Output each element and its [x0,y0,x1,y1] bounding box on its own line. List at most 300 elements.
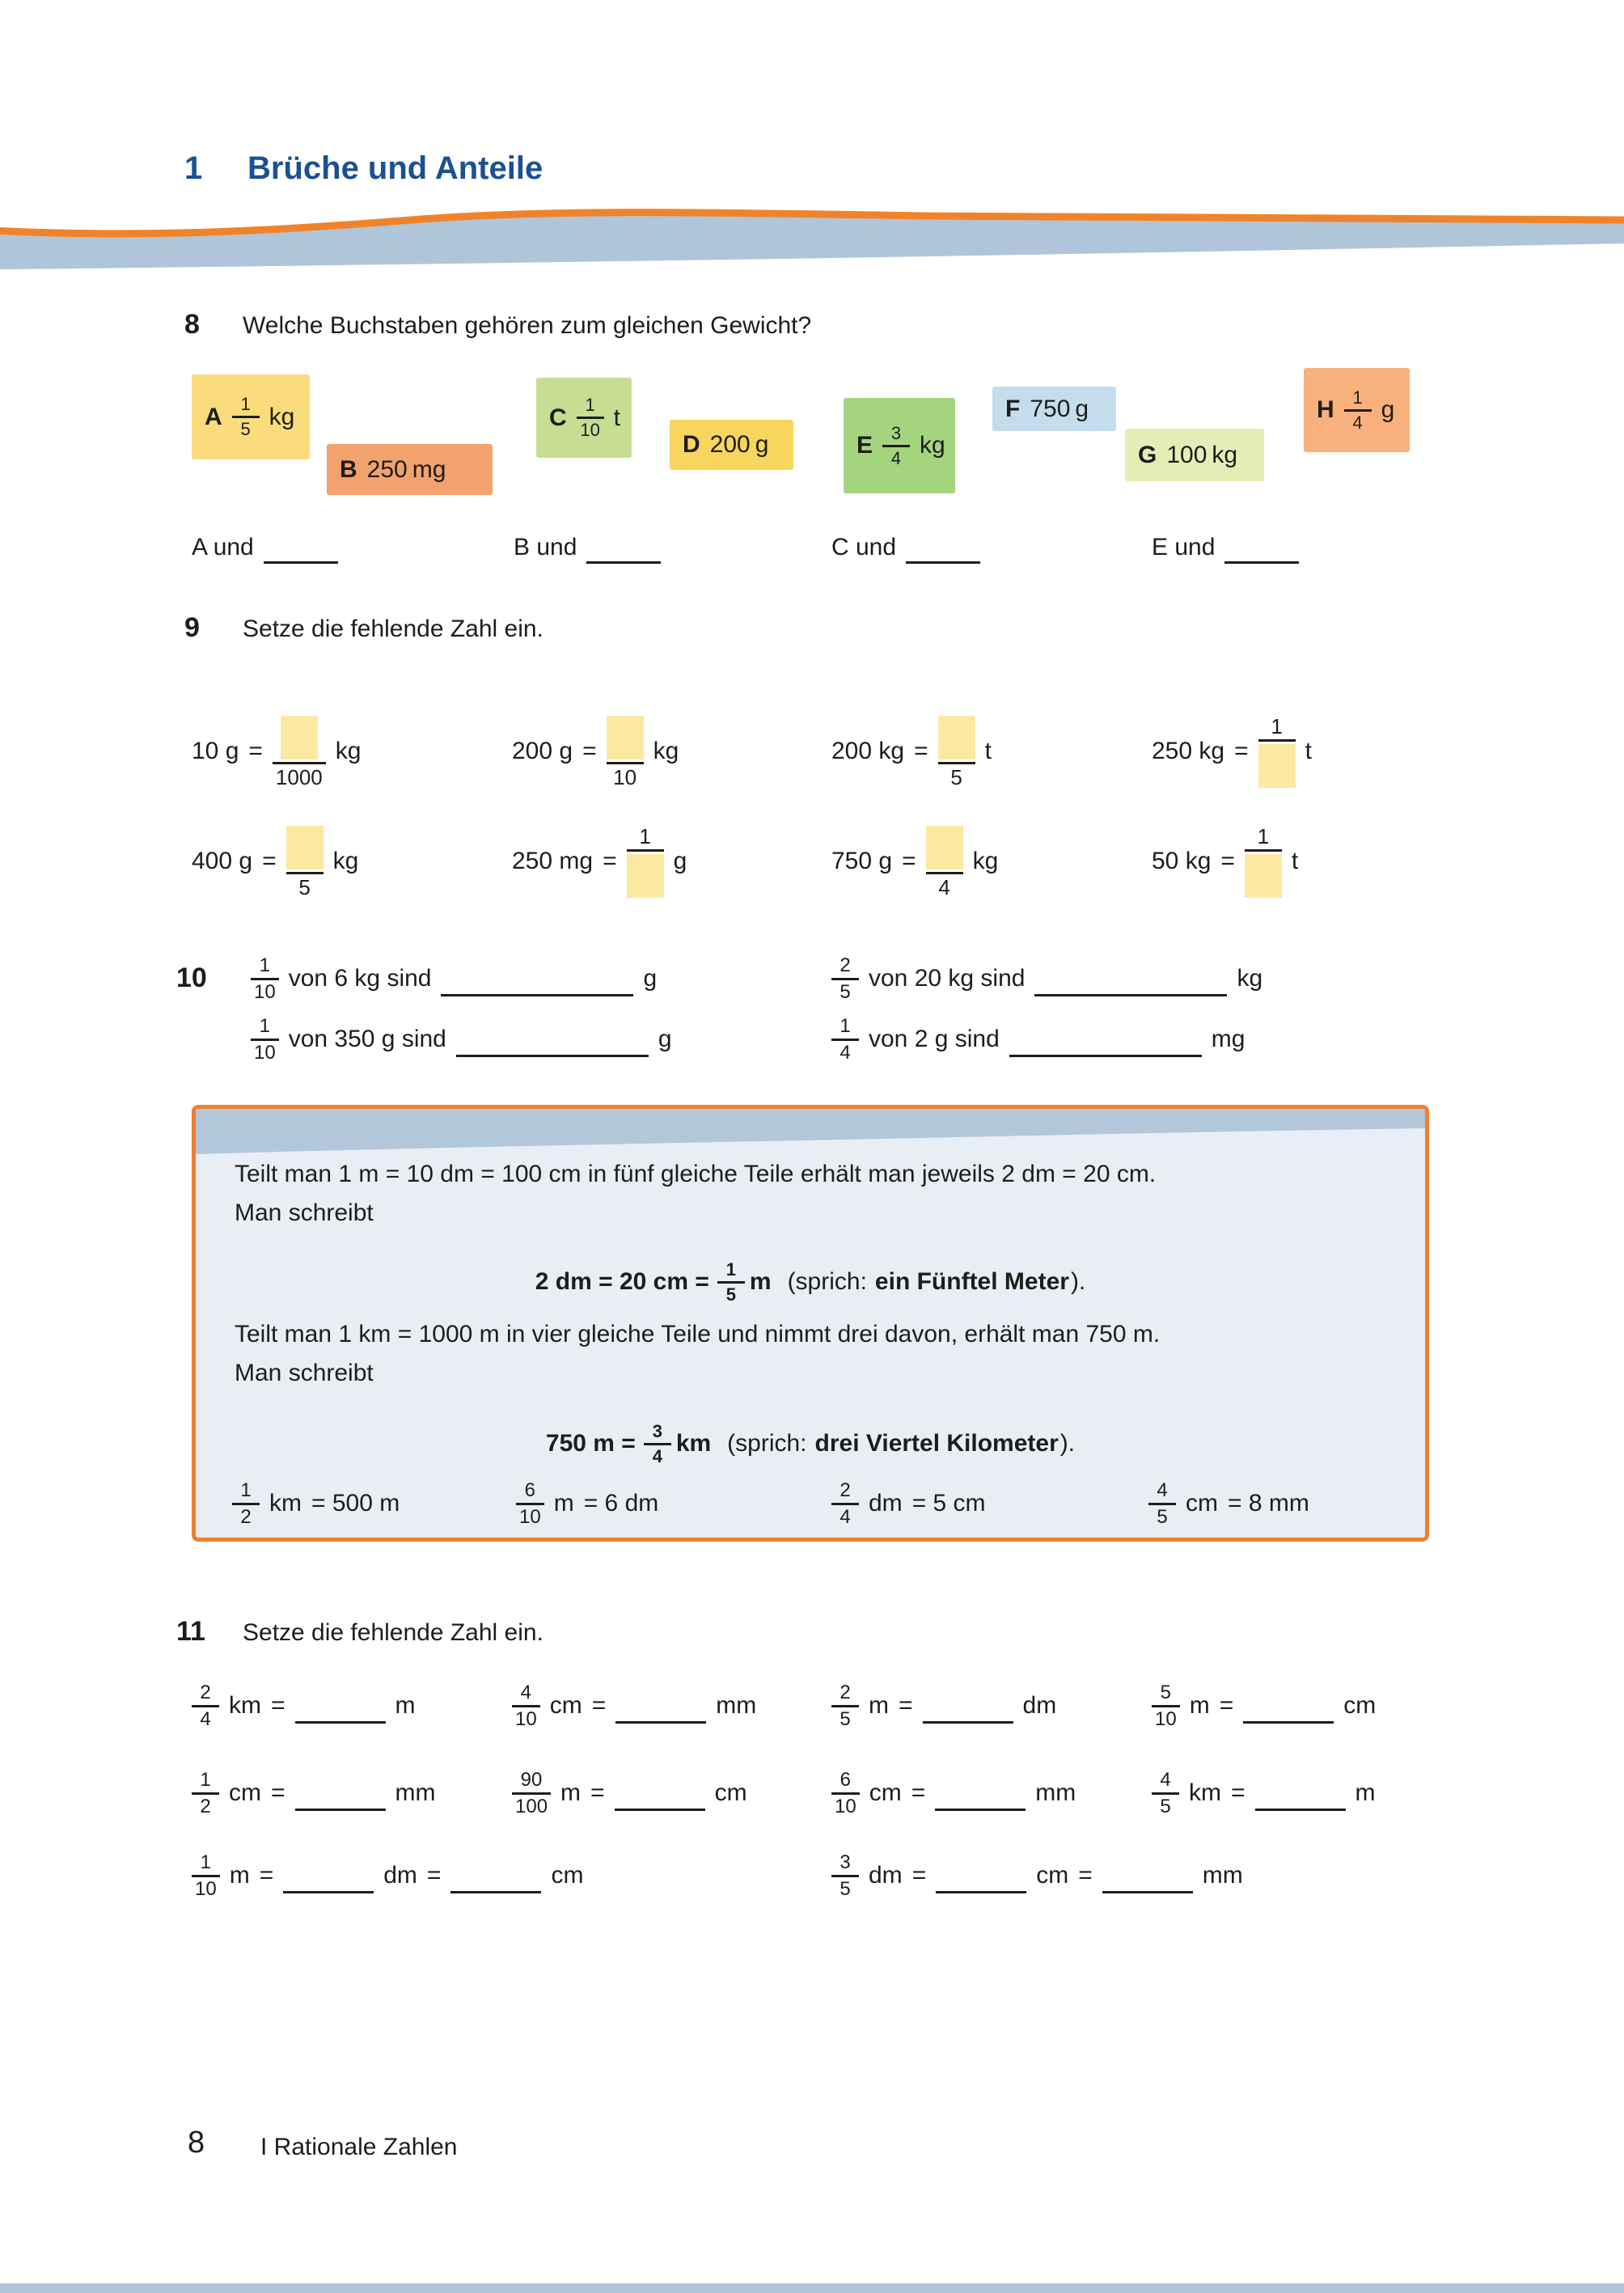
fraction [232,1481,260,1527]
fraction-bar [831,978,859,980]
conversion-unit: cm [1343,1692,1377,1719]
sprich-name: drei Viertel Kilometer [814,1430,1059,1457]
conversion-unit: mm [1035,1779,1076,1806]
fraction-bar [831,1875,859,1877]
info-example-unit: cm [1186,1490,1218,1517]
equation-unit: m [749,1268,772,1295]
conversion-unit: mm [716,1692,757,1719]
fraction [286,826,324,898]
answer-blank[interactable] [923,1721,1013,1724]
equation [192,695,361,808]
equation-unit: kg [332,848,359,874]
weight-box-letter: C [549,404,567,431]
equals-sign: = [911,1862,927,1889]
equals-sign: = [582,738,597,764]
weight-box-value: 250 mg [366,455,446,483]
footer-chapter: I Rationale Zahlen [260,2134,458,2160]
equals-sign: = [914,738,928,764]
portion-text: von 350 g sind [288,1026,446,1052]
equation [512,695,679,808]
answer-blank[interactable] [1224,561,1299,564]
sprich-post: ). [1059,1430,1076,1457]
conversion-item [512,1749,747,1838]
answer-blank[interactable] [936,1891,1026,1893]
portion-unit: kg [1237,965,1263,992]
equation-lhs: 400 g [192,848,253,874]
weight-box-letter: E [856,432,873,459]
fraction [1344,389,1372,432]
sprich-name: ein Fünftel Meter [874,1268,1069,1295]
fraction [516,1481,544,1527]
equation-unit: kg [335,738,362,764]
weight-box-c [536,378,632,458]
fraction [831,1014,859,1064]
weight-box-unit: kg [269,403,295,430]
fraction-bar [607,762,644,764]
weight-box-unit: kg [920,432,945,459]
fraction-bar [232,416,260,418]
fraction-bar [251,978,279,980]
equation-lhs: 250 mg [512,848,594,874]
fraction-bar [516,1503,544,1505]
info-example-rhs: = 5 cm [911,1490,986,1517]
equation-unit: g [673,848,687,874]
equals-sign: = [1234,738,1249,764]
match-answer [192,522,338,573]
fraction-denominator: 10 [254,1041,276,1064]
fraction-denominator: 10 [580,420,600,440]
portion-text: von 6 kg sind [288,965,432,992]
info-example-rhs: = 6 dm [583,1490,659,1517]
exercise-11-number: 11 [176,1616,205,1647]
page-number: 8 [188,2126,205,2160]
weight-box-b [327,444,493,495]
equation [1152,695,1312,808]
equation-unit: km [675,1430,712,1457]
conversion-unit: m [560,1779,582,1806]
conversion-unit: cm [869,1779,902,1806]
fraction-denominator: 4 [839,1505,851,1528]
answer-blank[interactable] [586,561,661,564]
fraction [512,1683,540,1729]
fraction-denominator: 10 [519,1505,541,1528]
fraction-bar [192,1705,219,1707]
weight-box-f [992,387,1116,431]
match-answer-label: B und [514,534,577,561]
equation [512,805,687,918]
fraction-bar [717,1281,745,1284]
answer-blank[interactable] [1102,1891,1193,1893]
answer-blank[interactable] [295,1721,386,1724]
fraction-denominator: 10 [1155,1707,1177,1730]
exercise-9-number: 9 [184,612,200,643]
portion-item [251,995,672,1084]
equals-sign: = [1231,1779,1245,1806]
fraction-numerator: 1 [240,394,251,414]
fraction [192,1683,219,1729]
fraction-numerator: 1 [259,1014,271,1037]
info-box-wave-band [196,1109,1425,1156]
fraction-bar [926,872,963,874]
fraction [938,716,975,788]
fraction-denominator: 2 [240,1505,252,1528]
fraction-denominator: 5 [950,764,962,789]
fraction-numerator: 4 [520,1681,532,1703]
fraction-bar [644,1443,671,1445]
equals-sign: = [262,848,277,874]
fraction-numerator: 1 [725,1259,736,1280]
fraction [607,716,644,788]
fraction-bar [1152,1792,1179,1795]
info-example-unit: dm [869,1490,903,1517]
answer-blank[interactable] [283,1891,374,1893]
missing-number-box[interactable] [1245,854,1282,898]
answer-blank[interactable] [615,1809,705,1811]
fraction-numerator: 1 [200,1851,212,1873]
info-example-unit: m [553,1490,574,1517]
fraction-denominator: 1000 [275,764,323,789]
equation [192,805,358,918]
info-example-rhs: = 8 mm [1228,1490,1309,1517]
equation-lhs: 750 m = [545,1430,636,1457]
portion-text: von 2 g sind [869,1026,1000,1052]
fraction-numerator: 6 [839,1768,852,1791]
match-answer-label: A und [192,534,254,561]
exercise-10-number: 10 [176,962,207,993]
conversion-unit: cm [1036,1862,1069,1889]
fraction-bar [831,1705,859,1707]
fraction-bar [1245,849,1282,852]
exercise-11-prompt: Setze die fehlende Zahl ein. [243,1619,543,1646]
fraction-denominator: 5 [839,1707,851,1730]
info-example [232,1470,400,1538]
fraction-bar [273,762,326,764]
equals-sign: = [603,848,617,874]
fraction-numerator: 1 [839,1014,851,1037]
answer-blank[interactable] [295,1809,386,1811]
exercise-9-prompt: Setze die fehlende Zahl ein. [243,616,543,642]
portion-item [831,995,1245,1084]
fraction-numerator: 3 [839,1851,851,1873]
conversion-item [1152,1749,1376,1838]
fraction [831,1853,859,1899]
fraction-bar [831,1039,859,1041]
fraction-numerator: 2 [839,1479,851,1501]
portion-text: von 20 kg sind [869,965,1026,992]
weight-box-letter: B [340,455,357,483]
sprich-pre: (sprich: [787,1268,867,1295]
equation-lhs: 250 kg [1152,738,1225,764]
answer-blank[interactable] [615,1721,706,1724]
fraction [273,716,326,788]
fraction-denominator: 4 [839,1041,851,1064]
conversion-item [192,1749,436,1838]
answer-blank[interactable] [1009,1055,1202,1057]
fraction-numerator: 3 [652,1420,662,1441]
equation-lhs: 2 dm = 20 cm = [535,1268,709,1295]
fraction-numerator: 1 [259,954,271,976]
chapter-number: 1 [184,150,203,186]
conversion-unit: cm [549,1692,582,1719]
conversion-unit: m [395,1692,416,1719]
fraction-bar [1152,1705,1180,1707]
info-text-2b: Man schreibt [235,1360,374,1386]
equals-sign: = [899,1692,913,1719]
fraction-denominator: 5 [1160,1795,1171,1817]
weight-box-letter: F [1005,395,1021,422]
chapter-title: Brüche und Anteile [247,150,543,186]
fraction-bar [192,1875,220,1877]
missing-number-box[interactable] [938,716,975,759]
fraction-numerator: 2 [200,1681,211,1703]
weight-box-value: 750 g [1030,395,1089,422]
fraction-denominator: 4 [1352,412,1363,433]
info-example [831,1470,986,1538]
portion-unit: g [643,965,658,992]
fraction-numerator: 3 [890,422,902,443]
info-example [1148,1470,1309,1538]
fraction-bar [286,872,324,874]
fraction-numerator: 1 [585,395,595,415]
fraction [1148,1481,1176,1527]
info-equation-2 [196,1410,1425,1478]
fraction-denominator: 5 [1157,1505,1168,1528]
equals-sign: = [590,1779,605,1806]
info-text-2: Teilt man 1 km = 1000 m in vier gleiche Teile und nimmt drei davon, erhält man 750 m. [235,1321,1161,1347]
equals-sign: = [1078,1862,1093,1889]
fraction-bar [627,849,664,852]
equation-lhs: 750 g [831,848,893,874]
fraction [1152,1683,1180,1729]
portion-unit: g [658,1026,672,1052]
weight-box-a [192,374,310,459]
conversion-item [831,1661,1056,1750]
weight-box-value: 100 kg [1166,441,1238,468]
info-example [516,1470,658,1538]
equation-lhs: 200 kg [831,738,905,764]
answer-blank[interactable] [456,1055,649,1057]
answer-blank[interactable] [1243,1721,1334,1724]
fraction-bar [1258,739,1296,742]
conversion-item [192,1831,583,1920]
weight-box-letter: H [1317,396,1334,423]
info-text-1: Teilt man 1 m = 10 dm = 100 cm in fünf gleiche Teile erhält man jeweils 2 dm = 20 cm. [235,1161,1157,1187]
fraction-bar [882,445,910,447]
answer-blank[interactable] [906,561,980,564]
missing-number-box[interactable] [926,826,963,869]
conversion-unit: km [1189,1779,1221,1806]
answer-blank[interactable] [264,561,338,564]
fraction-bar [577,417,604,419]
fraction [882,422,910,468]
missing-number-box[interactable] [1258,744,1296,788]
fraction [627,823,664,898]
fraction [831,1768,860,1817]
fraction [1152,1768,1179,1817]
weight-box-unit: t [613,404,621,431]
fraction-bar [232,1503,260,1505]
conversion-unit: dm [383,1862,417,1889]
fraction [192,1768,219,1817]
fraction-numerator: 4 [1157,1479,1168,1501]
weight-box-value: 200 g [709,431,769,458]
weight-box-letter: G [1138,441,1157,468]
answer-blank[interactable] [935,1809,1026,1811]
conversion-unit: km [229,1692,261,1719]
fraction [1245,823,1282,898]
conversion-unit: m [1189,1692,1210,1719]
info-box [192,1105,1429,1542]
conversion-item [831,1831,1243,1920]
equation [831,805,998,918]
info-text-1b: Man schreibt [235,1199,374,1226]
fraction-numerator: 6 [524,1479,536,1501]
answer-blank[interactable] [450,1891,541,1893]
fraction-numerator: 1 [639,823,651,848]
fraction-denominator: 10 [254,980,276,1003]
fraction-denominator: 4 [652,1445,662,1466]
header-wave-band [0,206,1624,271]
fraction-numerator: 5 [1160,1681,1172,1703]
match-answer-label: E und [1152,534,1216,561]
equals-sign: = [1220,848,1235,874]
match-answer [514,522,661,573]
missing-number-box[interactable] [627,854,664,898]
equals-sign: = [1219,1692,1234,1719]
missing-number-box[interactable] [281,716,318,759]
conversion-unit: mm [1202,1862,1243,1889]
equation-lhs: 10 g [192,738,239,764]
fraction-denominator: 10 [195,1877,217,1900]
fraction [1258,713,1296,788]
match-answer-label: C und [831,534,897,561]
fraction-denominator: 5 [839,980,851,1003]
fraction [192,1853,220,1899]
equation-lhs: 200 g [512,738,573,764]
fraction [717,1261,745,1304]
equals-sign: = [426,1862,442,1889]
equals-sign: = [248,738,263,764]
weight-box-h [1304,368,1410,452]
sprich-pre: (sprich: [727,1430,807,1457]
fraction-denominator: 10 [613,764,637,789]
equation [831,695,992,808]
weight-box-unit: g [1381,396,1395,423]
fraction [251,1014,279,1064]
fraction [926,826,963,898]
weight-box-d [670,420,793,470]
missing-number-box[interactable] [607,716,644,759]
equation-unit: kg [972,848,999,874]
fraction-numerator: 2 [839,954,851,976]
fraction-denominator: 100 [515,1795,548,1817]
weight-box-e [844,398,955,493]
weight-box-g [1125,429,1264,481]
fraction-denominator: 5 [298,874,311,899]
fraction-denominator: 5 [839,1877,851,1900]
equation-unit: kg [653,738,679,764]
fraction-bar [251,1039,279,1041]
conversion-unit: dm [1022,1692,1057,1719]
fraction-denominator: 5 [725,1284,736,1305]
fraction-numerator: 1 [200,1768,211,1791]
missing-number-box[interactable] [286,826,324,869]
conversion-unit: m [869,1692,889,1719]
fraction [831,1481,859,1527]
fraction-numerator: 2 [839,1681,851,1703]
fraction-numerator: 90 [520,1768,543,1791]
fraction [831,1683,859,1729]
equation-unit: t [984,738,992,764]
page-bottom-band [0,2283,1624,2293]
weight-box-letter: D [683,431,700,458]
info-example-rhs: = 500 m [311,1490,400,1517]
fraction-bar [192,1792,219,1795]
conversion-item [1152,1661,1376,1750]
fraction-denominator: 10 [515,1707,537,1730]
match-answer [1152,522,1299,573]
answer-blank[interactable] [1255,1809,1346,1811]
equation-unit: t [1291,848,1299,874]
fraction-denominator: 4 [200,1707,211,1730]
equals-sign: = [271,1779,285,1806]
fraction [232,396,260,438]
equation [1152,805,1298,918]
conversion-unit: dm [869,1862,903,1889]
conversion-unit: m [1355,1779,1376,1806]
conversion-unit: cm [229,1779,261,1806]
info-example-unit: km [269,1490,302,1517]
fraction-bar [1148,1503,1176,1505]
conversion-item [512,1661,756,1750]
fraction-bar [938,762,975,764]
equals-sign: = [911,1779,926,1806]
fraction-numerator: 1 [1271,713,1283,738]
conversion-item [192,1661,416,1750]
fraction-denominator: 4 [890,447,902,468]
fraction [512,1768,551,1817]
equals-sign: = [902,848,916,874]
portion-unit: mg [1211,1026,1245,1052]
exercise-8-prompt: Welche Buchstaben gehören zum gleichen Gewicht? [243,312,812,339]
fraction-numerator: 1 [1352,387,1363,408]
match-answer [831,522,980,573]
weight-box-letter: A [205,403,222,430]
conversion-unit: mm [395,1779,436,1806]
info-equation-1 [196,1248,1425,1316]
fraction-denominator: 4 [938,874,950,899]
fraction [577,396,604,439]
fraction-denominator: 10 [835,1795,856,1817]
exercise-8-number: 8 [184,309,200,340]
fraction-bar [1344,409,1372,412]
sprich-post: ). [1070,1268,1086,1295]
fraction-denominator: 2 [200,1795,211,1817]
fraction-denominator: 5 [240,419,251,439]
fraction-numerator: 1 [1257,823,1270,848]
fraction-numerator: 4 [1160,1768,1171,1791]
equals-sign: = [271,1692,285,1719]
equals-sign: = [591,1692,607,1719]
fraction-bar [831,1503,859,1505]
fraction-bar [512,1705,540,1707]
conversion-item [831,1749,1076,1838]
conversion-unit: m [229,1862,250,1889]
equals-sign: = [259,1862,274,1889]
equation-unit: t [1305,738,1312,764]
fraction-bar [831,1792,860,1795]
conversion-unit: cm [714,1779,747,1806]
